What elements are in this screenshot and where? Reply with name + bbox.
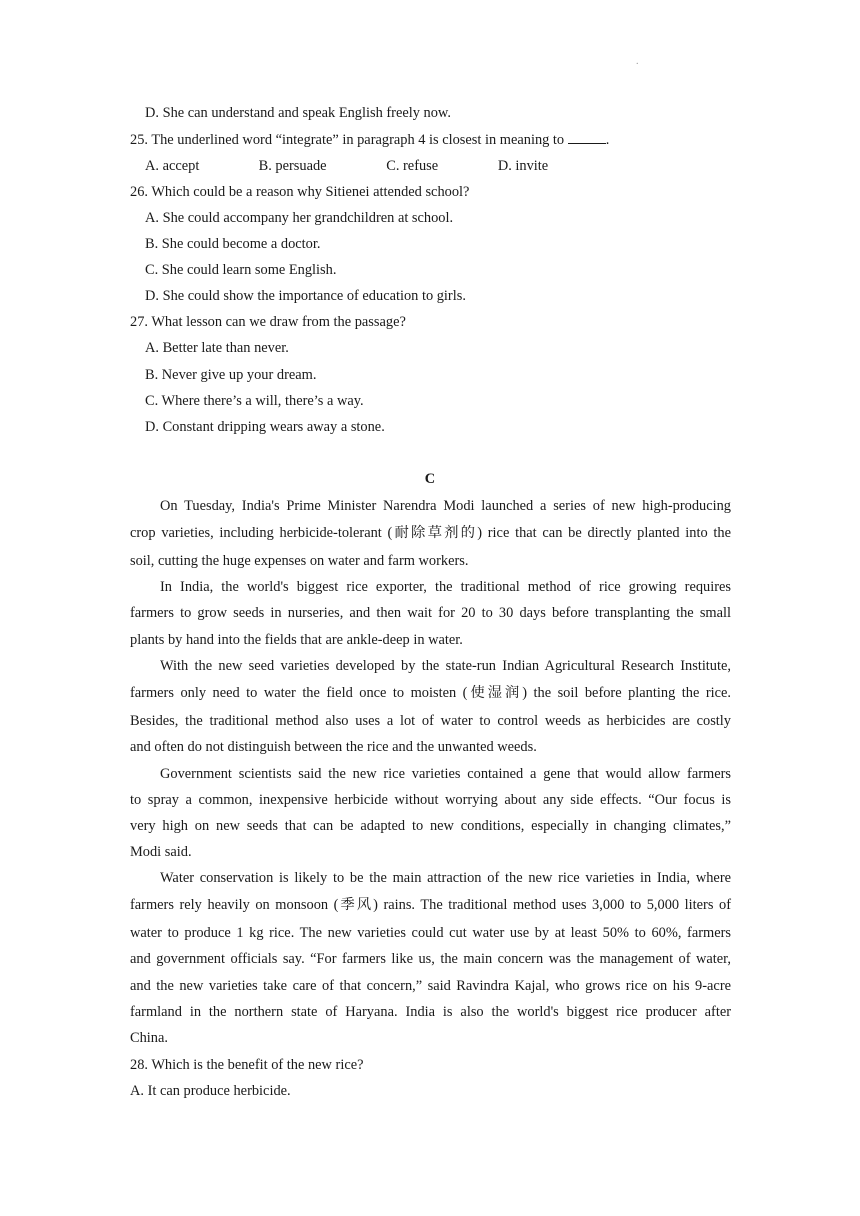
passage-line: crop varieties, including herbicide-tolerant (耐除草剂的) rice that can be directly planted into the [130, 525, 731, 541]
passage-line: and often do not distinguish between the rice and the unwanted weeds. [130, 739, 537, 755]
passage-line: to spray a common, inexpensive herbicide without worrying about any side effects. “Our focus is [130, 792, 731, 808]
header-mark: . [636, 56, 639, 67]
passage-line: plants by hand into the fields that are ankle-deep in water. [130, 632, 463, 648]
passage-line: With the new seed varieties developed by the state-run Indian Agricultural Research Institute, [160, 658, 731, 674]
passage-line: farmers to grow seeds in nurseries, and then wait for 20 to 30 days before transplanting the small [130, 605, 731, 621]
passage-line: Water conservation is likely to be the main attraction of the new rice varieties in India, where [160, 870, 731, 886]
passage-line: In India, the world's biggest rice exporter, the traditional method of rice growing requires [160, 579, 731, 595]
passage-line: farmers only need to water the field once to moisten (使湿润) the soil before planting the rice. [130, 685, 731, 701]
q27-stem: 27. What lesson can we draw from the passage? [130, 314, 406, 330]
q25-option-a: A. accept [145, 158, 200, 174]
q26-option-c: C. She could learn some English. [145, 262, 337, 278]
passage-line: very high on new seeds that can be adapted to new conditions, especially in changing climates,” [130, 818, 731, 834]
q26-stem: 26. Which could be a reason why Sitienei attended school? [130, 184, 470, 200]
q27-option-a: A. Better late than never. [145, 340, 289, 356]
answer-blank [568, 130, 606, 144]
q25-stem-text: 25. The underlined word “integrate” in paragraph 4 is closest in meaning to [130, 132, 565, 148]
q25-option-b: B. persuade [258, 158, 327, 174]
q27-option-c: C. Where there’s a will, there’s a way. [145, 393, 364, 409]
passage-line: and the new varieties take care of that concern,” said Ravindra Kajal, who grows rice on his 9-acre [130, 978, 731, 994]
passage-line: Modi said. [130, 844, 192, 860]
passage-line: China. [130, 1030, 168, 1046]
passage-line: water to produce 1 kg rice. The new varieties could cut water use by at least 50% to 60%, farmers [130, 925, 731, 941]
q28-option-a: A. It can produce herbicide. [130, 1083, 291, 1099]
q26-option-d: D. She could show the importance of education to girls. [145, 288, 466, 304]
q26-option-a: A. She could accompany her grandchildren at school. [145, 210, 454, 226]
section-heading: C [424, 471, 436, 487]
q26-option-b: B. She could become a doctor. [145, 236, 321, 252]
passage-line: soil, cutting the huge expenses on water and farm workers. [130, 553, 469, 569]
q25-option-c: C. refuse [386, 158, 439, 174]
passage-line: and government officials say. “For farmers like us, the main concern was the management of water, [130, 951, 731, 967]
q27-option-d: D. Constant dripping wears away a stone. [145, 419, 385, 435]
q25-stem-end: . [605, 132, 610, 148]
passage-line: Government scientists said the new rice varieties contained a gene that would allow farmers [160, 766, 731, 782]
q24-option-d: D. She can understand and speak English freely now. [145, 105, 451, 121]
q25-options [145, 157, 548, 175]
q28-stem: 28. Which is the benefit of the new rice? [130, 1057, 364, 1073]
passage-line: farmers rely heavily on monsoon (季风) rains. The traditional method uses 3,000 to 5,000 liters of [130, 897, 731, 913]
passage-line: Besides, the traditional method also uses a lot of water to control weeds as herbicides are costly [130, 713, 731, 729]
passage-line: On Tuesday, India's Prime Minister Narendra Modi launched a series of new high-producing [160, 498, 731, 514]
q25-stem [130, 130, 609, 149]
passage-line: farmland in the northern state of Haryana. India is also the world's biggest rice producer after [130, 1004, 731, 1020]
q25-option-d: D. invite [497, 158, 549, 174]
q27-option-b: B. Never give up your dream. [145, 367, 317, 383]
